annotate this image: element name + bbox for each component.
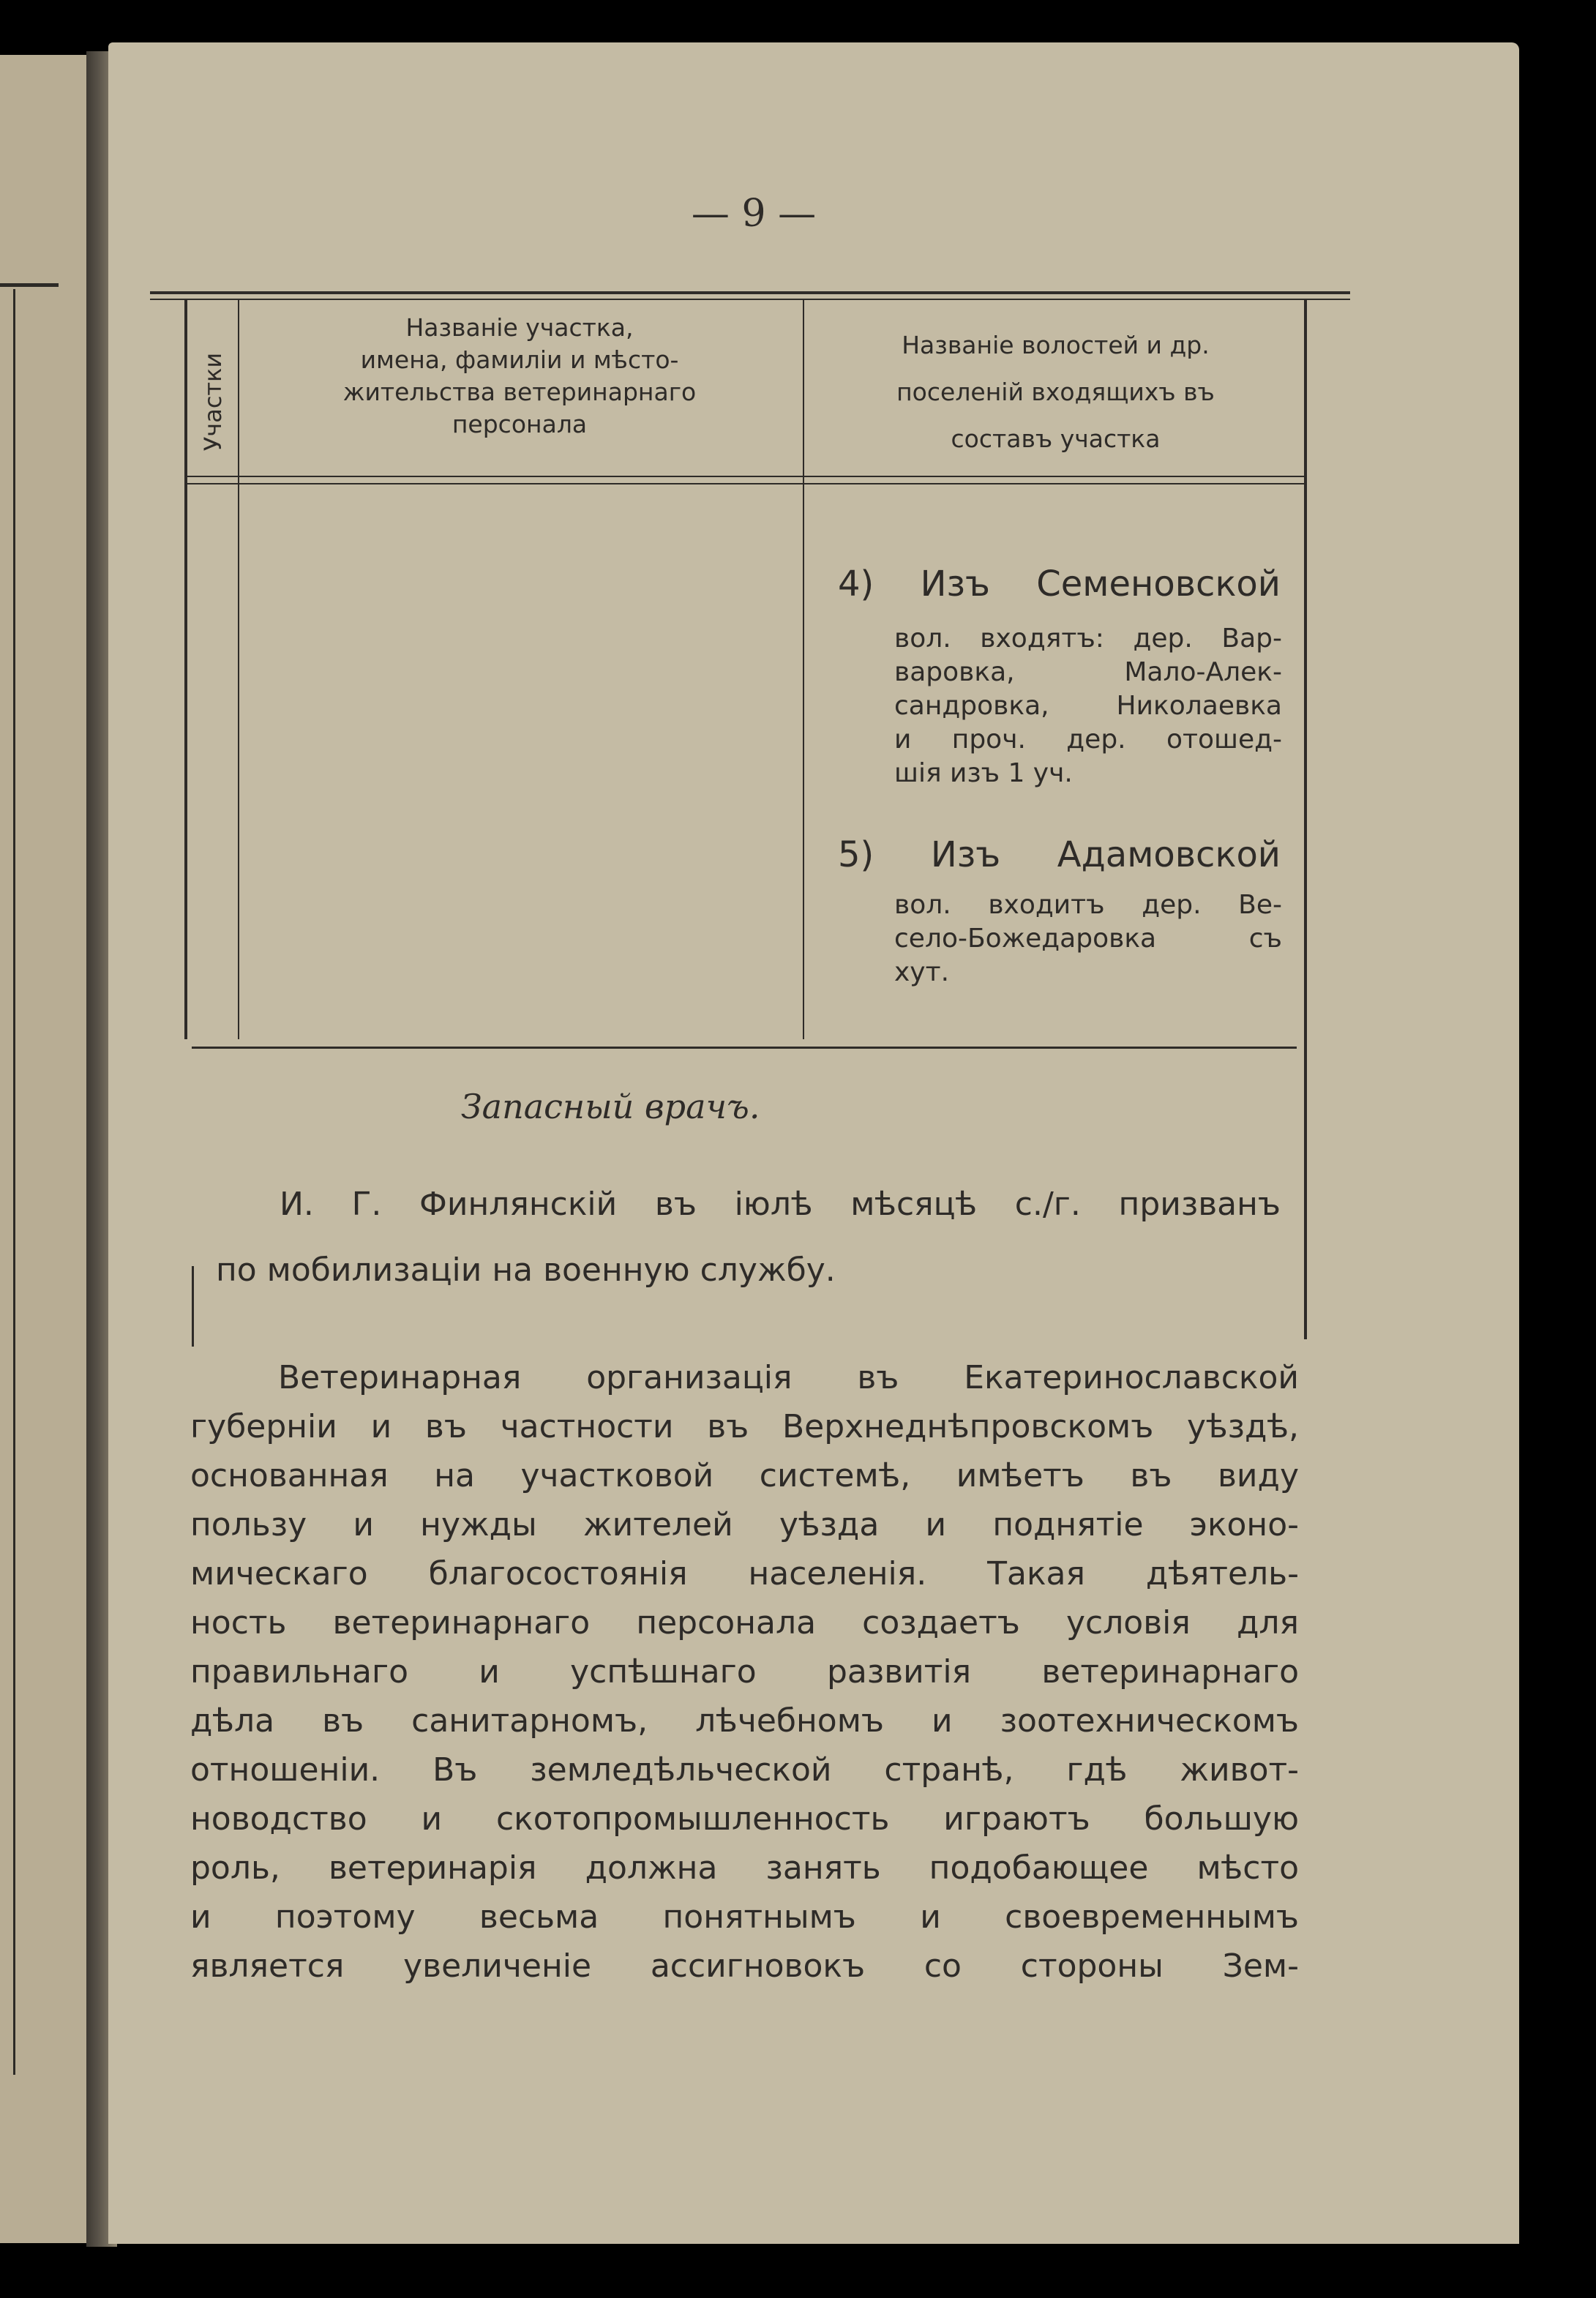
entry-5-line: вол. входитъ дер. Ве- <box>894 890 1282 920</box>
paragraph-line: является увеличеніе ассигновокъ со стороны Зем- <box>190 1947 1299 1985</box>
paragraph-line: и поэтому весьма понятнымъ и своевременнымъ <box>190 1898 1299 1936</box>
paragraph-line: роль, ветеринарія должна занять подобающее мѣсто <box>190 1849 1299 1887</box>
reserve-heading: Запасный врачъ. <box>461 1087 760 1126</box>
entry-4-line: сандровка, Николаевка <box>894 691 1282 721</box>
column-header-volosts <box>812 322 1299 463</box>
column-header-volosts-line: Названіе волостей и др. <box>902 331 1210 359</box>
entry-5-title: 5) Изъ Адамовской <box>838 834 1281 875</box>
reserve-left-border <box>192 1266 194 1347</box>
paragraph-line: дѣла въ санитарномъ, лѣчебномъ и зоотехническомъ <box>190 1702 1299 1740</box>
table-top-rule <box>150 291 1350 294</box>
table-bottom-rule <box>192 1047 1297 1049</box>
entry-5-line: село-Божедаровка съ <box>894 924 1282 954</box>
entry-4-line-last: шія изъ 1 уч. <box>894 758 1073 788</box>
column-header-staff-line: персонала <box>452 410 588 438</box>
entry-4-line: варовка, Мало-Алек- <box>894 657 1282 687</box>
paragraph-line: пользу и нужды жителей уѣзда и поднятіе эконо- <box>190 1506 1299 1543</box>
left-page-edge <box>0 55 97 2243</box>
table-col-divider-1 <box>238 300 239 1039</box>
paragraph-line: правильнаго и успѣшнаго развитія ветеринарнаго <box>190 1653 1299 1691</box>
paragraph-line: отношеніи. Въ земледѣльческой странѣ, гдѣ живот- <box>190 1751 1299 1789</box>
table-col-divider-2 <box>803 300 804 1039</box>
entry-4-line: и проч. дер. отошед- <box>894 725 1282 755</box>
paragraph-line: Ветеринарная организація въ Екатеринославской <box>278 1359 1299 1396</box>
reserve-line-2: по мобилизаціи на военную службу. <box>216 1251 836 1289</box>
table-top-rule-thin <box>150 299 1350 300</box>
column-header-districts: Участки <box>199 352 227 452</box>
header-bottom-rule-2 <box>184 483 1304 484</box>
column-header-staff-line: Названіе участка, <box>405 313 634 342</box>
column-header-volosts-line: составъ участка <box>951 424 1161 453</box>
left-page-border <box>13 289 15 2075</box>
paragraph-line: ность ветеринарнаго персонала создаетъ условія для <box>190 1604 1299 1642</box>
table-right-border <box>1304 300 1307 1339</box>
paragraph-line: новодство и скотопромышленность играютъ большую <box>190 1800 1299 1838</box>
column-header-staff-line: имена, фамиліи и мѣсто- <box>360 345 679 374</box>
header-bottom-rule <box>184 476 1304 477</box>
column-header-volosts-line: поселеній входящихъ въ <box>896 378 1215 406</box>
entry-4-title: 4) Изъ Семеновской <box>838 564 1281 605</box>
paragraph-line: губерніи и въ частности въ Верхнеднѣпровскомъ уѣздѣ, <box>190 1408 1299 1445</box>
column-header-staff <box>249 312 790 441</box>
left-page-rule <box>0 283 59 287</box>
paragraph-line: основанная на участковой системѣ, имѣетъ въ виду <box>190 1457 1299 1494</box>
entry-4-line: вол. входятъ: дер. Вар- <box>894 624 1282 654</box>
column-header-staff-line: жительства ветеринарнаго <box>342 378 697 406</box>
table-left-border <box>184 300 187 1039</box>
entry-5-line-last: хут. <box>894 957 950 987</box>
page-number: — 9 — <box>691 192 817 236</box>
reserve-line-1: И. Г. Финлянскій въ іюлѣ мѣсяцѣ с./г. призванъ <box>280 1186 1281 1223</box>
paragraph-line: мическаго благосостоянія населенія. Такая дѣятель- <box>190 1555 1299 1592</box>
